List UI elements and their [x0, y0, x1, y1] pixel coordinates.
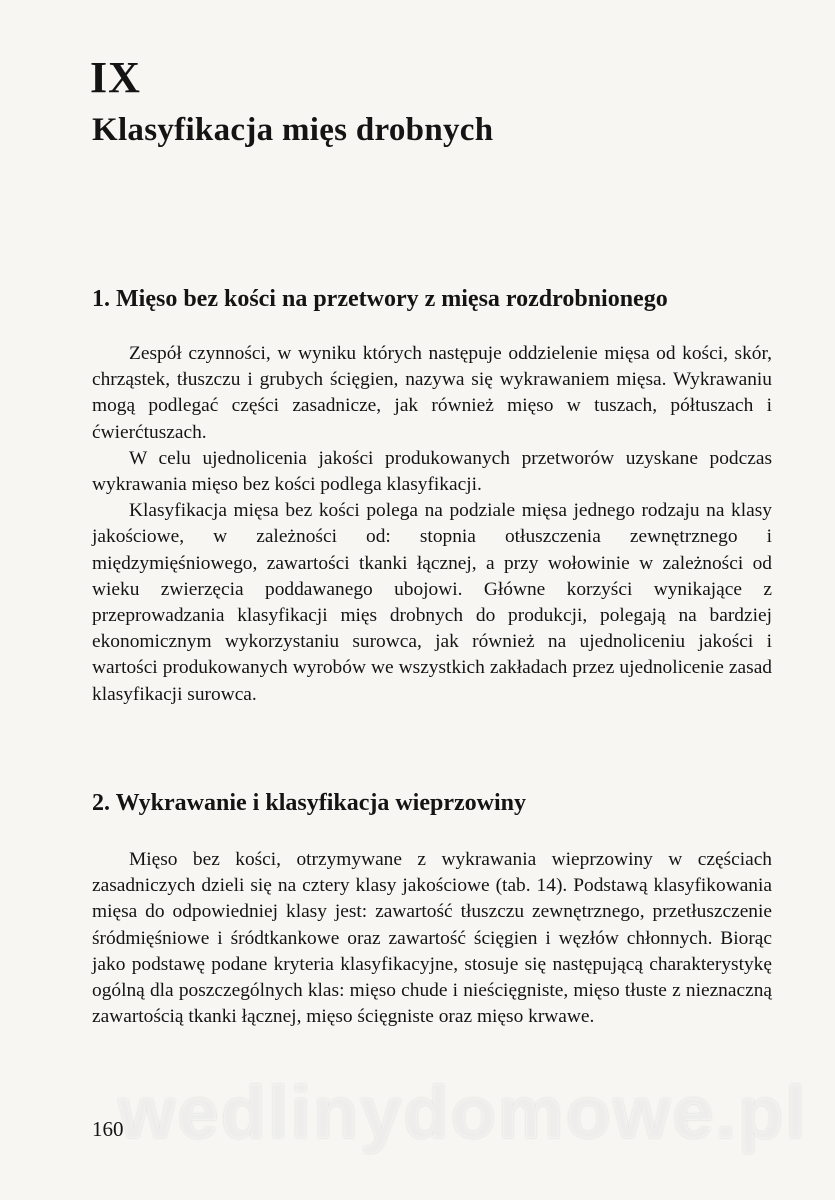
section-2-heading: 2. Wykrawanie i klasyfikacja wieprzowiny — [92, 790, 527, 816]
paragraph: W celu ujednolicenia jakości produkowanych przetworów uzyskane podczas wykrawania mięso bez kości podlega klasyfikacji. — [92, 447, 772, 496]
paragraph: Zespół czynności, w wyniku których następuje oddzielenie mięsa od kości, skór, chrząstek, tłuszczu i grubych ścięgien, nazywa się wykrawaniem mięsa. Wykrawaniu mogą podlegać części zasadnicze, jak również mięso w tuszach, półtuszach i ćwierćtuszach. — [92, 343, 772, 443]
page-number: 160 — [92, 1117, 124, 1141]
chapter-number: IX — [90, 53, 141, 102]
section-2-body — [92, 847, 772, 1030]
section-1-heading: 1. Mięso bez kości na przetwory z mięsa rozdrobnionego — [92, 286, 668, 312]
chapter-title: Klasyfikacja mięs drobnych — [92, 112, 494, 148]
paragraph: Mięso bez kości, otrzymywane z wykrawania wieprzowiny w częściach zasadniczych dzieli się na cztery klasy jakościowe (tab. 14). Podstawą klasyfikowania mięsa do odpowiedniej klasy jest: zawartość tłuszczu zewnętrznego, przetłuszczenie śródmięśniowe i śródtkankowe oraz zawartość ścięgien i węzłów chłonnych. Biorąc jako podstawę podane kryteria klasyfikacyjne, stosuje się następującą charakterystykę ogólną dla poszczególnych klas: mięso chude i nieścięgniste, mięso tłuste z nieznaczną zawartością tkanki łącznej, mięso ścięgniste oraz mięso krwawe. — [92, 849, 772, 1028]
paragraph: Klasyfikacja mięsa bez kości polega na podziale mięsa jednego rodzaju na klasy jakościowe, w zależności od: stopnia otłuszczenia zewnętrznego i międzymięśniowego, zawartości tkanki łącznej, a przy wołowinie w zależności od wieku zwierzęcia poddawanego ubojowi. Główne korzyści wynikające z przeprowadzania klasyfikacji mięs drobnych do produkcji, polegają na bardziej ekonomicznym wykorzystaniu surowca, jak również na ujednoliceniu jakości i wartości produkowanych wyrobów we wszystkich zakładach przez ujednolicenie zasad klasyfikacji surowca. — [92, 500, 772, 705]
watermark: wedlinydomowe.pl — [118, 1071, 808, 1154]
section-1-body — [92, 341, 772, 708]
